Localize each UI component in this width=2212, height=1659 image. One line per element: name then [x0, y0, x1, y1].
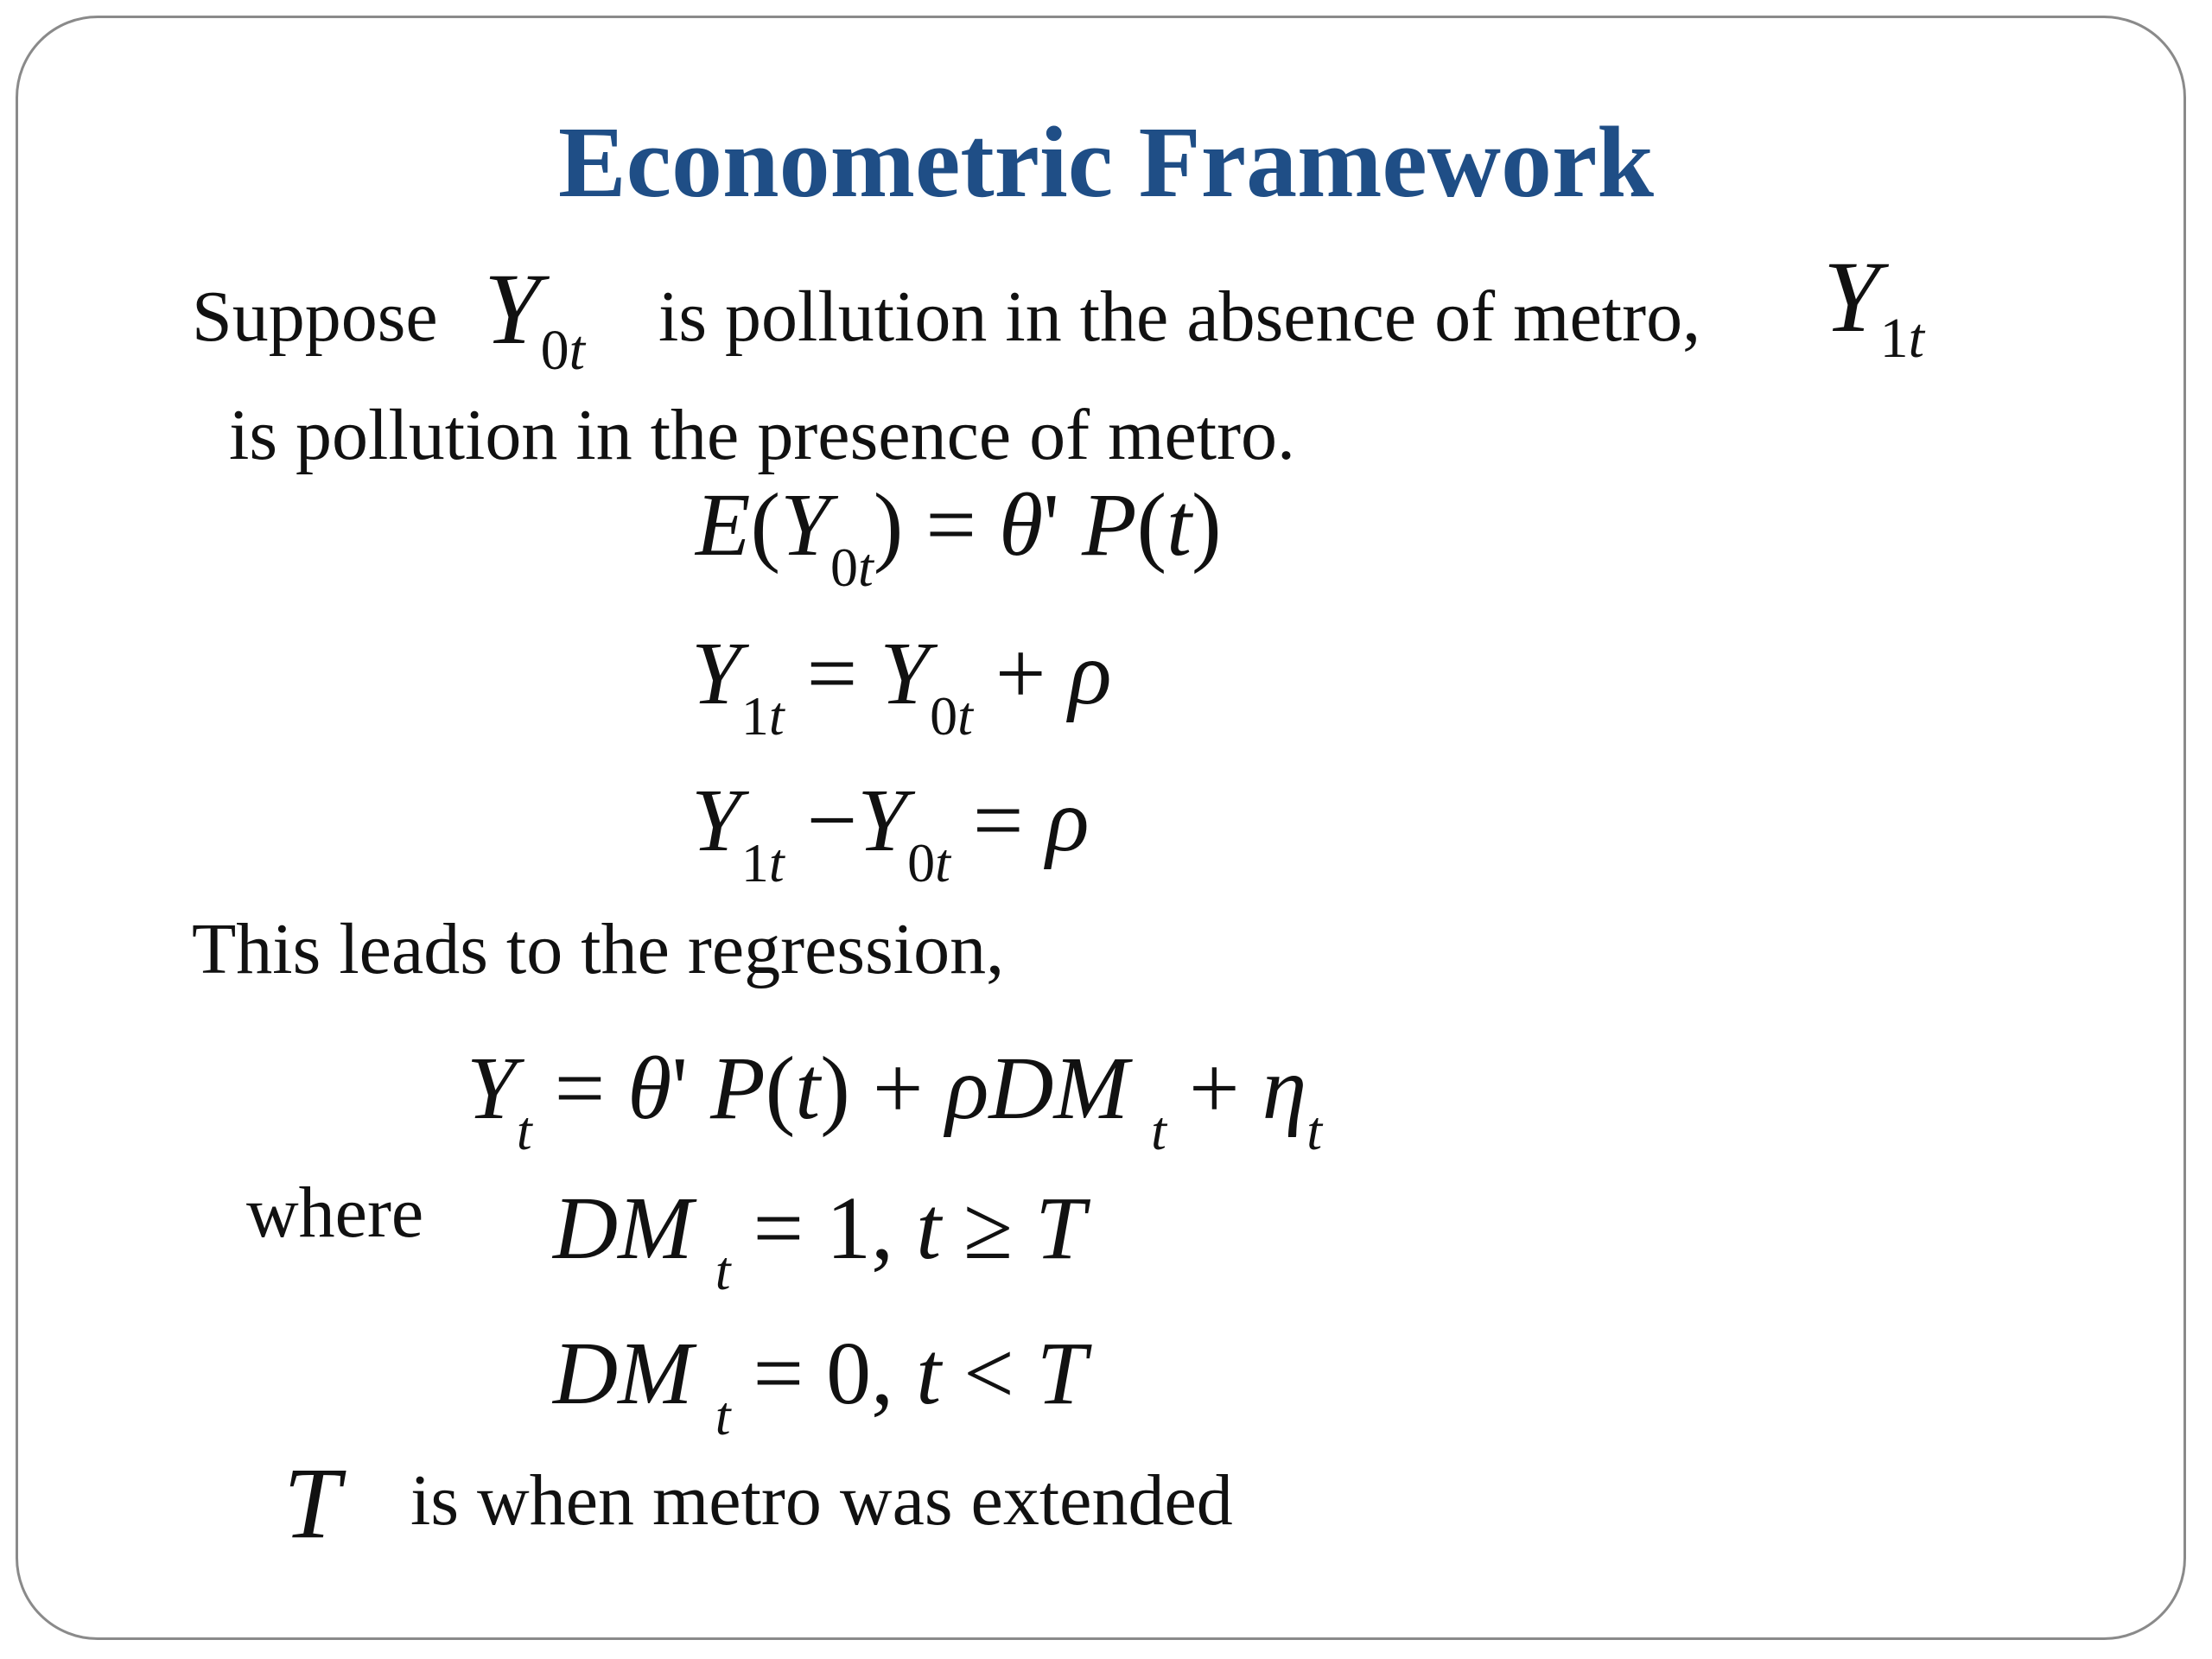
equation-dummy-post: DM $_t$ = 1, t ≥ T [553, 1179, 1086, 1301]
y0t-symbol: $Y_{0t}$ [484, 252, 585, 382]
equation-dummy-pre: DM $_t$ = 0, t < T [553, 1324, 1087, 1446]
intro-absence-text: is pollution in the absence of metro, [658, 276, 1701, 357]
equation-expectation: $E(Y_{0t}) = \theta'$ P(t) [696, 475, 1222, 598]
intro-suppose-text: Suppose [192, 276, 438, 357]
t-definition-text: is when metro was extended [410, 1460, 1233, 1541]
intro-presence-text: is pollution in the presence of metro. [229, 395, 1296, 475]
equation-difference: $Y_{1t} -Y_{0t} = \rho$ [691, 771, 1090, 893]
y1t-symbol: $Y_{1t}$ [1823, 240, 1924, 370]
slide-title: Econometric Framework [557, 105, 1655, 219]
equation-treated-outcome: $Y_{1t} = Y_{0t} + \rho$ [691, 624, 1112, 747]
t-symbol: T [283, 1446, 340, 1560]
where-text: where [246, 1173, 424, 1253]
regression-intro-text: This leads to the regression, [192, 909, 1005, 989]
equation-regression: $Y_t = \theta'$ P(t) + ρDM $_t + \eta_t$ [467, 1039, 1322, 1161]
